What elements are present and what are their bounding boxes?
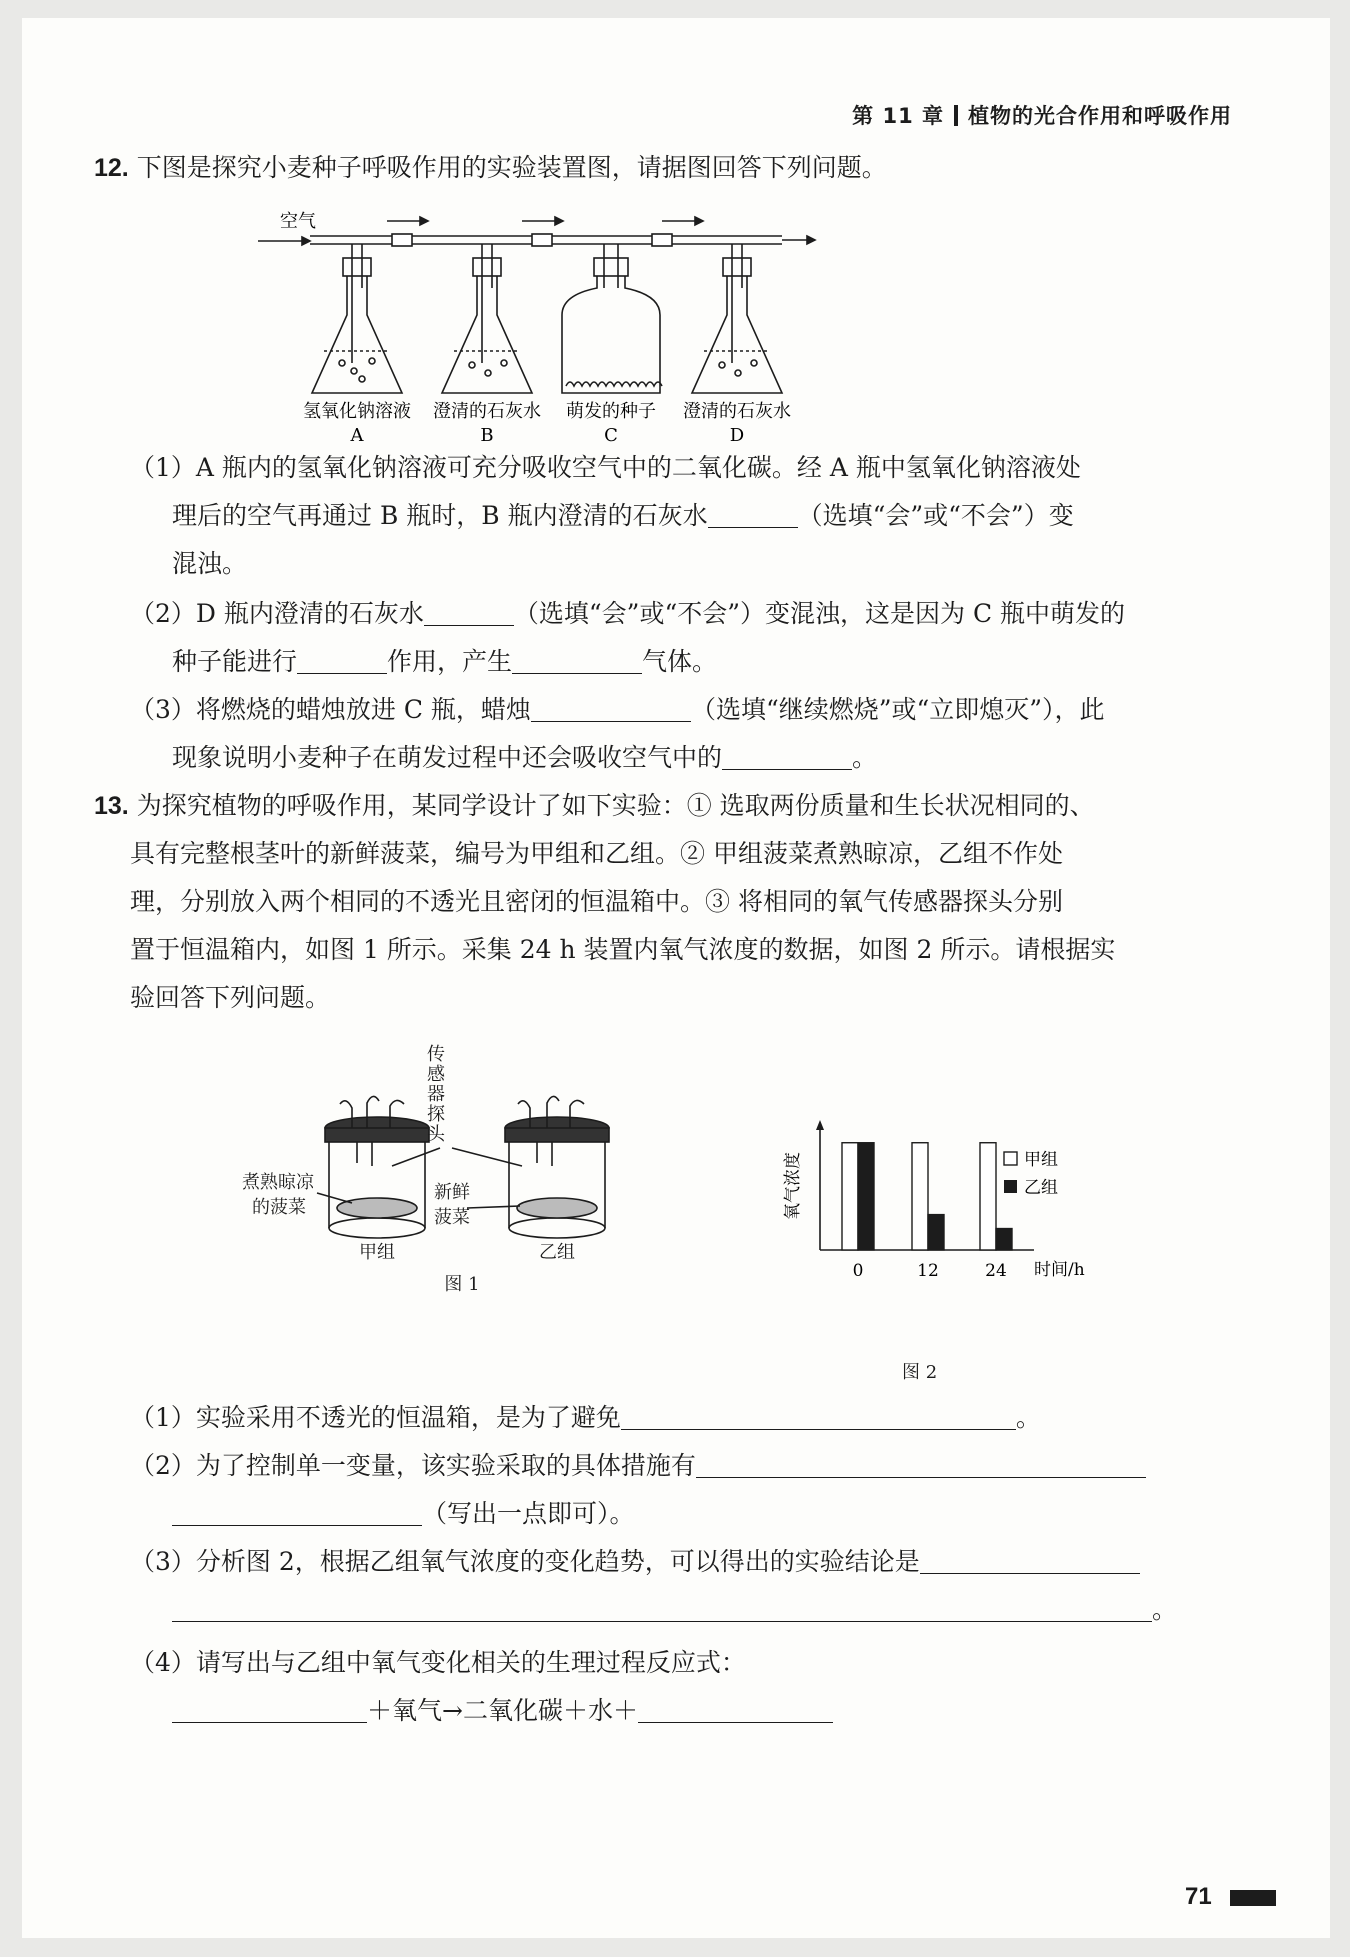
cooked-spinach-label-2: 的菠菜 <box>252 1197 306 1218</box>
figure-1-caption: 图 1 <box>444 1274 480 1295</box>
fresh-spinach-label-1: 新鲜 <box>434 1182 470 1203</box>
x-axis-label: 时间/h <box>1034 1260 1085 1280</box>
q13-stem-line3: 理，分别放入两个相同的不透光且密闭的恒温箱中。③ 将相同的氧气传感器探头分别 <box>130 887 1063 916</box>
q13-sub3-line2 <box>172 1590 1177 1626</box>
answer-blank[interactable] <box>531 691 691 722</box>
q13-stem-line2: 具有完整根茎叶的新鲜菠菜，编号为甲组和乙组。② 甲组菠菜煮熟晾凉，乙组不作处 <box>130 839 1063 868</box>
q12-sub2-text-a: （2）D 瓶内澄清的石灰水 <box>130 599 424 628</box>
bars-group <box>842 1143 1012 1250</box>
x-tick-label: 0 <box>852 1261 864 1281</box>
q12-number: 12. <box>94 154 129 182</box>
workbook-page <box>22 18 1330 1938</box>
air-label: 空气 <box>280 211 316 232</box>
answer-blank[interactable] <box>638 1692 833 1723</box>
page-number-bar <box>1230 1890 1276 1906</box>
answer-blank[interactable] <box>722 739 852 770</box>
arrow-icon: → <box>442 1696 463 1725</box>
q13-stem-line4: 置于恒温箱内，如图 1 所示。采集 24 h 装置内氧气浓度的数据，如图 2 所示。请根据实 <box>130 935 1116 964</box>
q12-sub1-line3: 混浊。 <box>172 549 248 578</box>
answer-blank[interactable] <box>920 1543 1140 1574</box>
chapter-title: 植物的光合作用和呼吸作用 <box>968 104 1232 128</box>
bottle-a-letter: A <box>350 425 364 446</box>
q12-sub2-line2 <box>172 642 717 678</box>
answer-blank[interactable] <box>172 1692 367 1723</box>
cooked-spinach-label-1: 煮熟晾凉 <box>242 1172 314 1193</box>
q13-figure-1 <box>242 1044 652 1298</box>
q13-figure-2-chart <box>752 1118 1085 1318</box>
fresh-spinach-label-2: 菠菜 <box>434 1207 470 1228</box>
q12-stem-line <box>94 148 887 184</box>
q13-sub2-line1 <box>130 1446 1146 1482</box>
q13-sub3-line1 <box>130 1542 1140 1578</box>
x-tick-label: 24 <box>985 1261 1007 1281</box>
answer-blank[interactable] <box>708 497 798 528</box>
q12-sub3-text-c: 现象说明小麦种子在萌发过程中还会吸收空气中的 <box>172 743 723 772</box>
bottle-d-label: 澄清的石灰水 <box>683 401 791 422</box>
q12-sub1-text-b: （选填“会”或“不会”）变 <box>797 501 1074 530</box>
q12-sub1-text-a: 理后的空气再通过 B 瓶时，B 瓶内澄清的石灰水 <box>172 501 708 530</box>
bottle-c-label: 萌发的种子 <box>566 401 656 422</box>
sensor-label-char-5: 头 <box>427 1124 445 1145</box>
y-axis-label: 氧气浓度 <box>783 1152 803 1220</box>
q13-sub3-text: （3）分析图 2，根据乙组氧气浓度的变化趋势，可以得出的实验结论是 <box>130 1547 920 1576</box>
q13-sub4-line2 <box>172 1691 833 1727</box>
q12-sub2-text-e: 气体。 <box>642 647 718 676</box>
q13-sub2-line2 <box>172 1494 635 1530</box>
chapter-header <box>22 100 1232 130</box>
q13-number: 13. <box>94 792 129 820</box>
answer-blank[interactable] <box>621 1399 1016 1430</box>
equation-text-b: 二氧化碳＋水＋ <box>462 1696 638 1725</box>
bottle-c-letter: C <box>604 425 618 446</box>
answer-blank[interactable] <box>424 595 514 626</box>
header-separator <box>954 105 958 126</box>
legend-swatch-b <box>1004 1180 1017 1193</box>
chapter-number: 第 11 章 <box>852 104 944 128</box>
q12-apparatus-figure <box>252 203 852 453</box>
q13-stem-line5: 验回答下列问题。 <box>130 983 331 1012</box>
q12-stem: 下图是探究小麦种子呼吸作用的实验装置图，请据图回答下列问题。 <box>136 153 887 182</box>
answer-blank[interactable] <box>297 643 387 674</box>
bar-group-a-0 <box>842 1143 858 1250</box>
page-number: 71 <box>1185 1883 1212 1910</box>
q13-sub2-text: （2）为了控制单一变量，该实验采取的具体措施有 <box>130 1451 696 1480</box>
q12-sub2-text-b: （选填“会”或“不会”）变混浊，这是因为 C 瓶中萌发的 <box>513 599 1126 628</box>
q13-stem-line1 <box>94 786 1095 822</box>
q12-sub3-line2 <box>172 738 877 774</box>
answer-blank[interactable] <box>696 1447 1146 1478</box>
q12-sub3-text-d: 。 <box>852 743 878 772</box>
q12-sub2-line1 <box>130 594 1125 630</box>
q12-sub3-text-b: （选填“继续燃烧”或“立即熄灭”），此 <box>690 695 1105 724</box>
q13-sub2-end: （写出一点即可）。 <box>422 1499 635 1528</box>
bottle-a-label: 氢氧化钠溶液 <box>303 401 411 422</box>
sensor-label-char-4: 探 <box>427 1104 445 1125</box>
group-a-label: 甲组 <box>359 1242 395 1263</box>
answer-blank[interactable] <box>172 1591 1152 1622</box>
legend-swatch-a <box>1004 1152 1017 1165</box>
q13-sub1-end: 。 <box>1015 1403 1041 1432</box>
q12-sub3-text-a: （3）将燃烧的蜡烛放进 C 瓶，蜡烛 <box>130 695 531 724</box>
bottle-d-letter: D <box>729 425 745 446</box>
q12-sub1-line1: （1）A 瓶内的氢氧化钠溶液可充分吸收空气中的二氧化碳。经 A 瓶中氢氧化钠溶液处 <box>130 453 1081 482</box>
bar-group-a-12 <box>912 1143 928 1250</box>
q13-stem-text: 为探究植物的呼吸作用，某同学设计了如下实验：① 选取两份质量和生长状况相同的、 <box>136 791 1095 820</box>
bottle-b-letter: B <box>480 425 494 446</box>
q12-sub2-text-c: 种子能进行 <box>172 647 298 676</box>
q12-sub1-line2 <box>172 496 1074 532</box>
answer-blank[interactable] <box>512 643 642 674</box>
q12-sub2-text-d: 作用，产生 <box>387 647 513 676</box>
ticks-group <box>853 1261 1007 1281</box>
q13-sub1-text: （1）实验采用不透光的恒温箱，是为了避免 <box>130 1403 621 1432</box>
bottle-b-label: 澄清的石灰水 <box>433 401 541 422</box>
sensor-label-char-2: 感 <box>427 1064 445 1085</box>
sensor-label-char-1: 传 <box>427 1044 445 1065</box>
q12-sub3-line1 <box>130 690 1105 726</box>
bar-group-a-24 <box>980 1143 996 1250</box>
group-b-label: 乙组 <box>539 1242 575 1263</box>
answer-blank[interactable] <box>172 1495 422 1526</box>
sensor-label-char-3: 器 <box>427 1084 445 1105</box>
q13-sub3-end: 。 <box>1152 1595 1178 1624</box>
y-axis-arrow <box>816 1120 824 1130</box>
bar-group-b-0 <box>858 1143 874 1250</box>
figure-2-caption: 图 2 <box>902 1362 938 1383</box>
legend-label-a: 甲组 <box>1024 1150 1058 1170</box>
q13-sub4-line1: （4）请写出与乙组中氧气变化相关的生理过程反应式： <box>130 1648 746 1677</box>
q13-sub1 <box>130 1398 1041 1434</box>
bar-group-b-12 <box>928 1215 944 1250</box>
legend-label-b: 乙组 <box>1024 1178 1058 1198</box>
equation-text-a: ＋氧气 <box>367 1696 443 1725</box>
bar-group-b-24 <box>996 1229 1012 1250</box>
x-tick-label: 12 <box>917 1261 939 1281</box>
